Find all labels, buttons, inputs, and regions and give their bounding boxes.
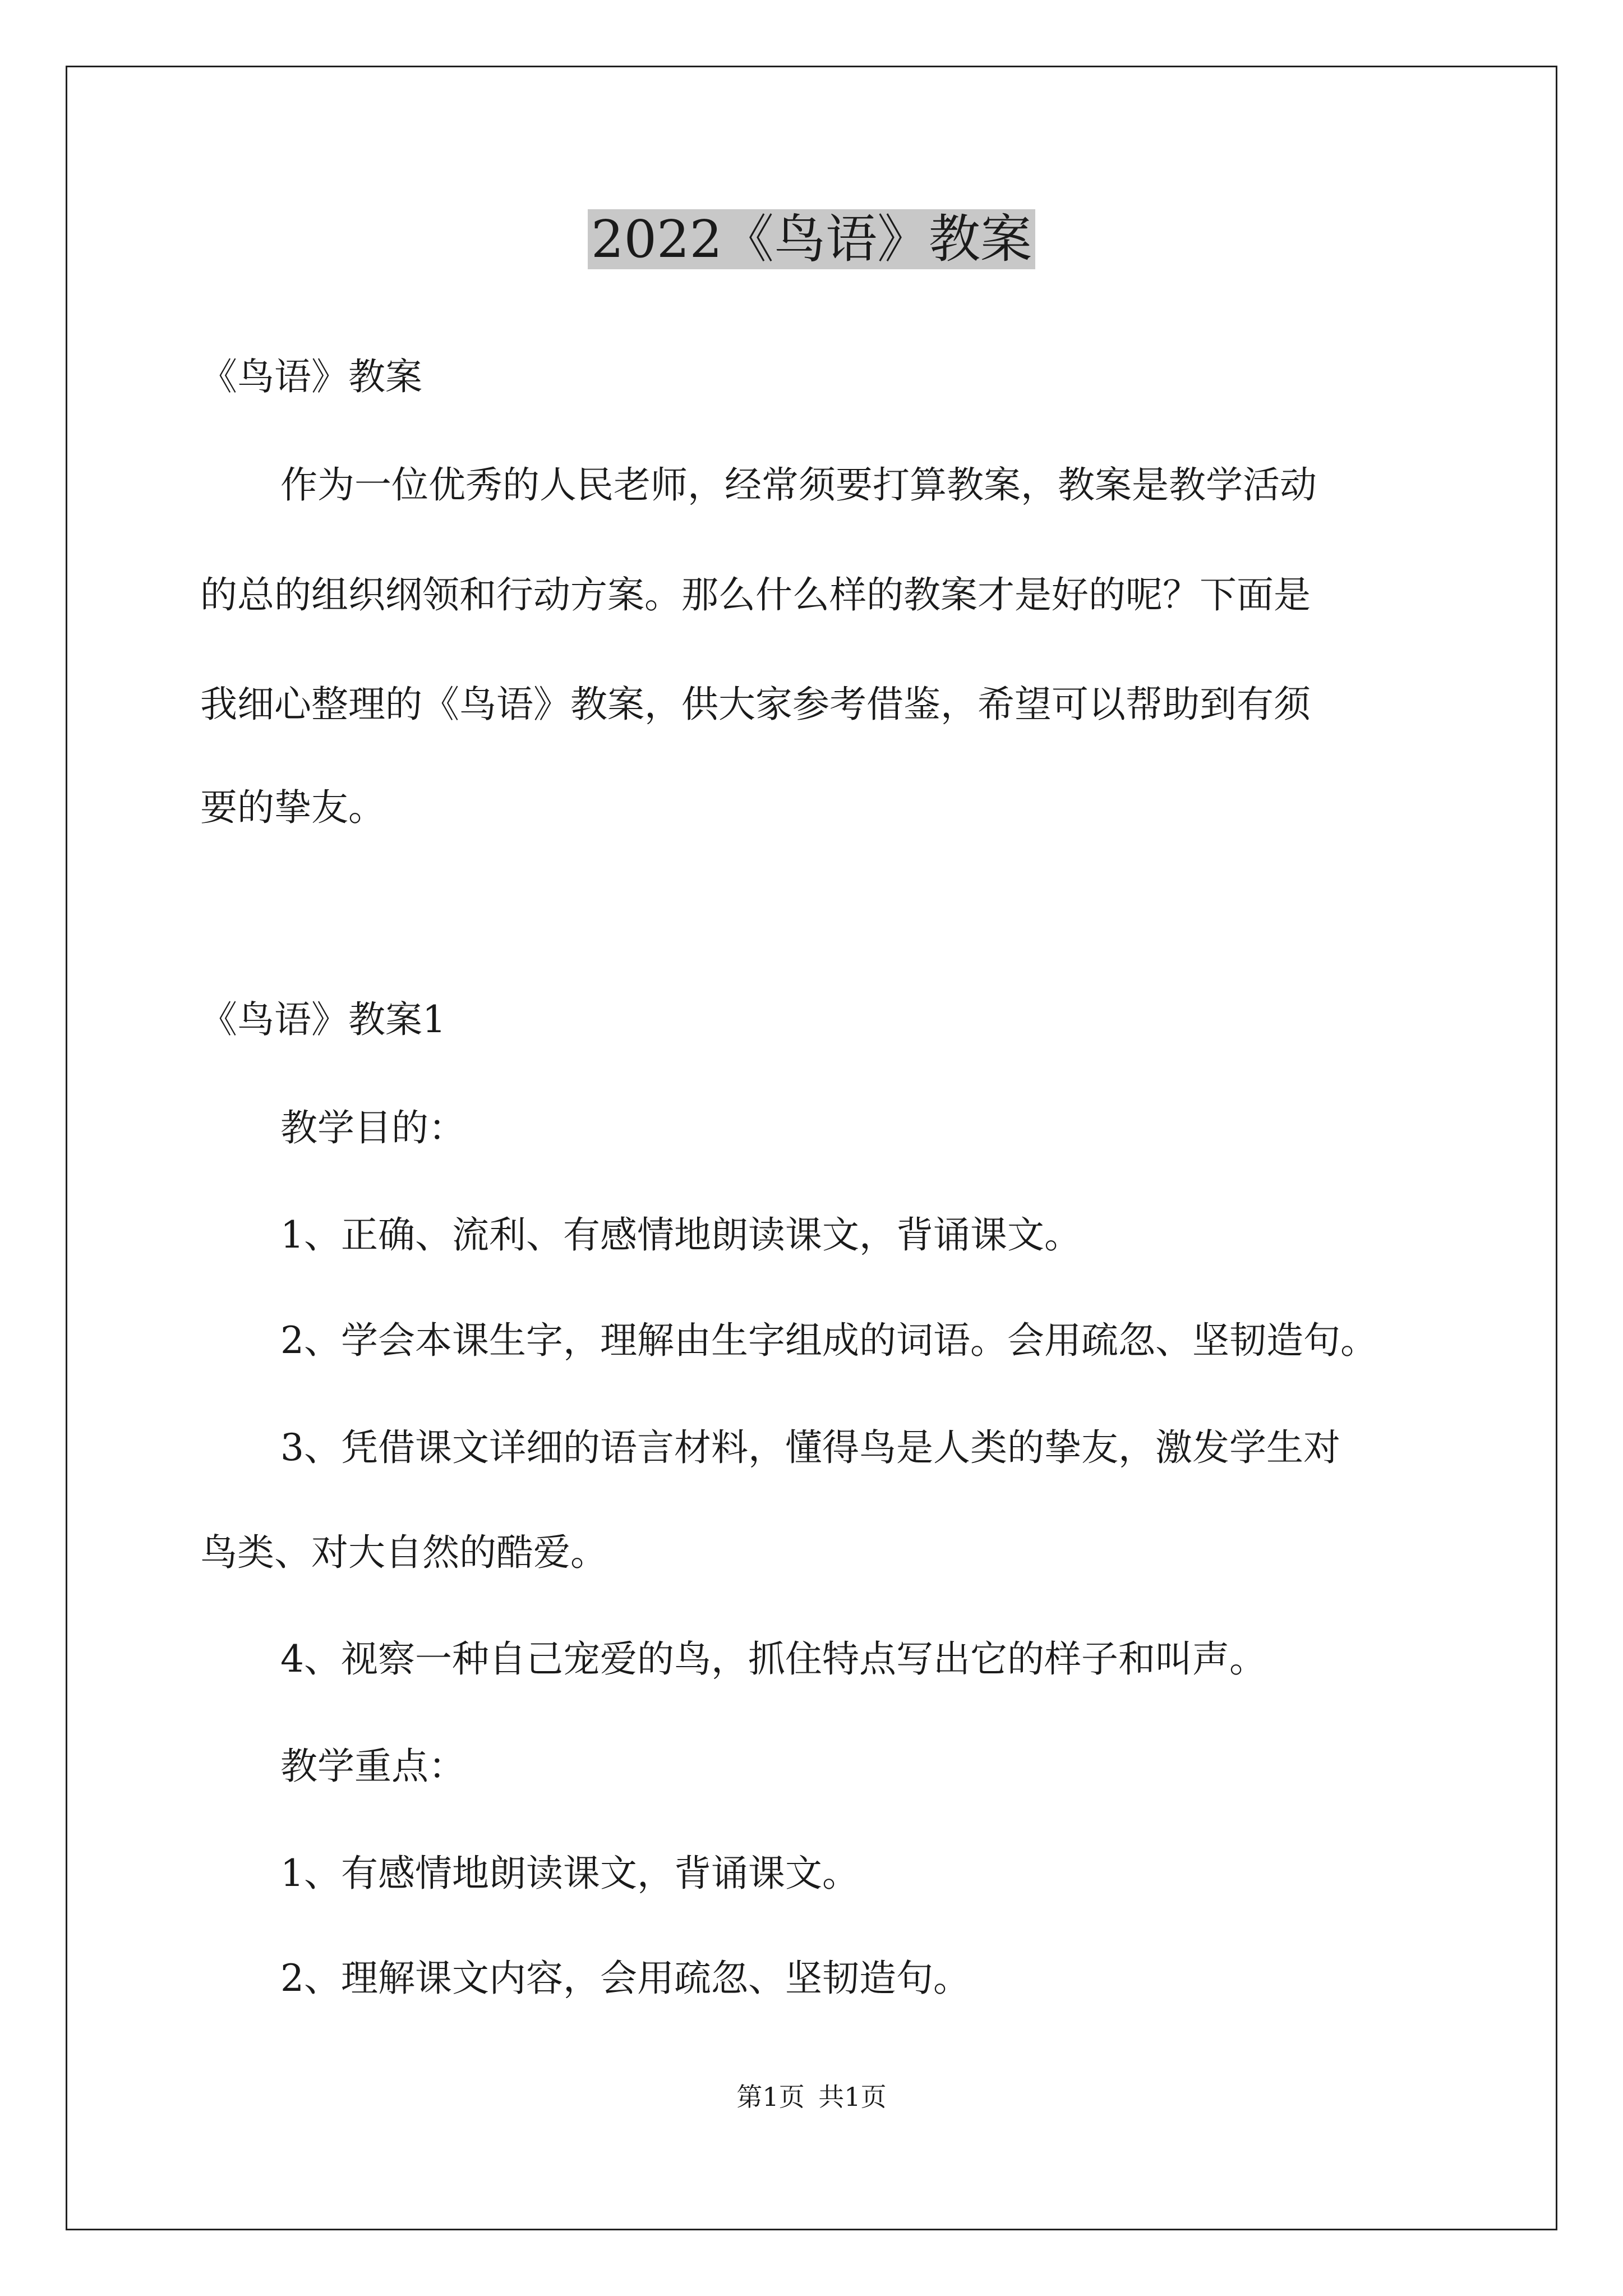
intro-line-3: 我细心整理的《鸟语》教案，供大家参考借鉴，希望可以帮助到有须 — [200, 683, 1311, 726]
objective-item-1: 1、正确、流利、有感情地朗读课文，背诵课文。 — [280, 1213, 1081, 1257]
page-footer: 第1页 共1页 — [736, 2082, 887, 2112]
objective-item-3-continued: 鸟类、对大自然的酷爱。 — [200, 1531, 607, 1574]
key-point-item-2: 2、理解课文内容，会用疏忽、坚韧造句。 — [280, 1957, 970, 2000]
key-point-item-1: 1、有感情地朗读课文，背诵课文。 — [280, 1852, 859, 1895]
objective-item-2: 2、学会本课生字，理解由生字组成的词语。会用疏忽、坚韧造句。 — [280, 1319, 1377, 1362]
key-points-label: 教学重点： — [280, 1745, 465, 1788]
section-heading: 《鸟语》教案1 — [200, 998, 446, 1041]
document-heading: 《鸟语》教案 — [200, 355, 422, 398]
objectives-label: 教学目的： — [280, 1106, 465, 1149]
objective-item-4: 4、视察一种自己宠爱的鸟，抓住特点写出它的样子和叫声。 — [280, 1637, 1266, 1681]
document-title — [0, 203, 1623, 276]
document-title-text: 2022《鸟语》教案 — [588, 209, 1035, 269]
intro-line-1: 作为一位优秀的人民老师，经常须要打算教案，教案是教学活动 — [280, 463, 1317, 507]
intro-line-2: 的总的组织纲领和行动方案。那么什么样的教案才是好的呢？下面是 — [200, 573, 1311, 616]
intro-line-4: 要的挚友。 — [200, 786, 385, 829]
objective-item-3: 3、凭借课文详细的语言材料，懂得鸟是人类的挚友，激发学生对 — [280, 1426, 1340, 1469]
